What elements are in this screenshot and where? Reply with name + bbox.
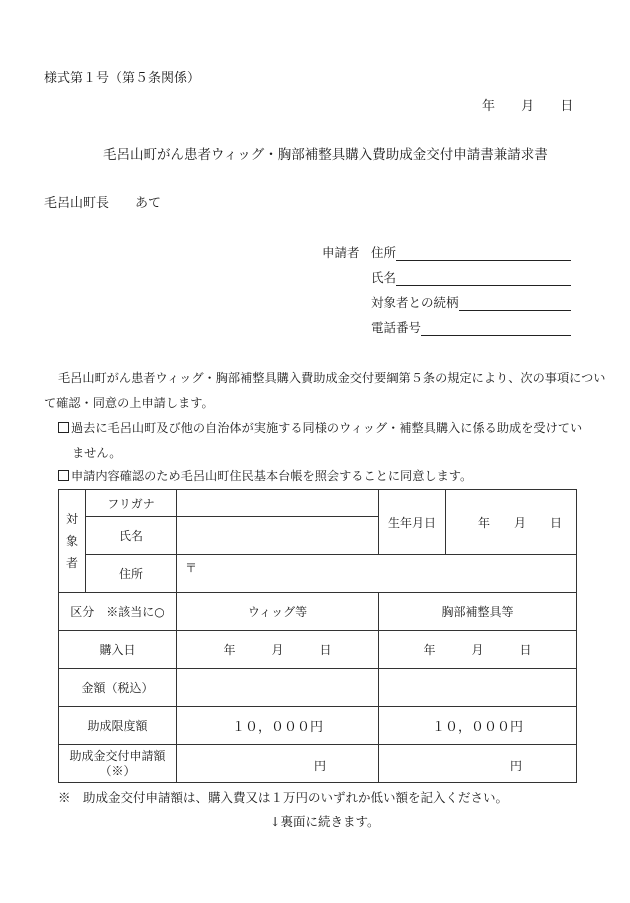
date-month: 月	[521, 99, 535, 114]
applicant-relation-field[interactable]	[459, 296, 571, 311]
applicant-phone-row	[371, 318, 571, 336]
purchase-date-wig[interactable]: 年 月 日	[177, 631, 379, 669]
body-line-1: 毛呂山町がん患者ウィッグ・胸部補整具購入費助成金交付要綱第５条の規定により、次の事項につい	[58, 371, 606, 385]
purchase-date-breast[interactable]: 年 月 日	[379, 631, 577, 669]
address-input[interactable]	[177, 555, 577, 593]
check-item-1-text: 過去に毛呂山町及び他の自治体が実施する同様のウィッグ・補整具購入に係る助成を受けてい	[71, 421, 583, 435]
category-label: 区分 ※該当に○	[59, 593, 177, 631]
subject-header	[59, 490, 86, 593]
limit-label: 助成限度額	[59, 707, 177, 745]
date-year: 年	[482, 99, 496, 114]
furigana-input[interactable]	[177, 490, 379, 517]
check-item-1	[58, 419, 582, 436]
applicant-label: 申請者	[322, 245, 360, 260]
body-line-2: て確認・同意の上申請します。	[44, 396, 214, 410]
addressee: 毛呂山町長 あて	[44, 196, 162, 211]
amount-wig-input[interactable]	[177, 669, 379, 707]
request-unit-breast: 円	[509, 759, 522, 773]
applicant-phone-field[interactable]	[421, 321, 571, 336]
checkbox-1[interactable]	[58, 422, 69, 433]
request-amount-label	[59, 745, 177, 783]
applicant-relation-label: 対象者との続柄	[371, 295, 459, 310]
amount-breast-input[interactable]	[379, 669, 577, 707]
category-breast[interactable]: 胸部補整具等	[379, 593, 577, 631]
address-label: 住所	[86, 555, 177, 593]
subject-label: 対象者	[66, 512, 79, 570]
date-day: 日	[560, 99, 574, 114]
birthdate-label: 生年月日	[379, 490, 446, 555]
application-table	[58, 489, 577, 783]
amount-label: 金額（税込）	[59, 669, 177, 707]
name-label: 氏名	[86, 517, 177, 555]
applicant-address-label: 住所	[371, 245, 397, 260]
date-line	[482, 95, 573, 114]
purchase-date-label: 購入日	[59, 631, 177, 669]
checkbox-2[interactable]	[58, 470, 69, 481]
applicant-name-field[interactable]	[396, 271, 571, 286]
applicant-name-label: 氏名	[371, 270, 397, 285]
limit-wig: １０，０００円	[177, 707, 379, 745]
category-wig[interactable]: ウィッグ等	[177, 593, 379, 631]
furigana-label: フリガナ	[86, 490, 177, 517]
name-input[interactable]	[177, 517, 379, 555]
document-title: 毛呂山町がん患者ウィッグ・胸部補整具購入費助成金交付申請書兼請求書	[103, 147, 548, 163]
birthdate-value[interactable]: 年 月 日	[446, 490, 577, 555]
check-item-1-cont: ません。	[72, 446, 122, 460]
applicant-phone-label: 電話番号	[371, 320, 422, 335]
request-label-line-2: （※）	[99, 763, 136, 778]
check-item-2-text: 申請内容確認のため毛呂山町住民基本台帳を照会することに同意します。	[71, 469, 473, 483]
applicant-name-row	[371, 268, 571, 286]
applicant-address-row	[371, 243, 571, 261]
request-unit-wig: 円	[313, 759, 326, 773]
footnote: ※ 助成金交付申請額は、購入費又は１万円のいずれか低い額を記入ください。	[58, 790, 509, 805]
continue-note: ↓裏面に続きます。	[270, 814, 380, 829]
request-label-line-1: 助成金交付申請額	[69, 748, 166, 763]
postal-mark: 〒	[185, 561, 198, 575]
applicant-relation-row	[371, 293, 571, 311]
request-amount-breast[interactable]	[379, 745, 577, 783]
form-number: 様式第１号（第５条関係）	[44, 71, 201, 86]
applicant-address-field[interactable]	[396, 246, 571, 261]
limit-breast: １０，０００円	[379, 707, 577, 745]
check-item-2	[58, 467, 472, 484]
request-amount-wig[interactable]	[177, 745, 379, 783]
